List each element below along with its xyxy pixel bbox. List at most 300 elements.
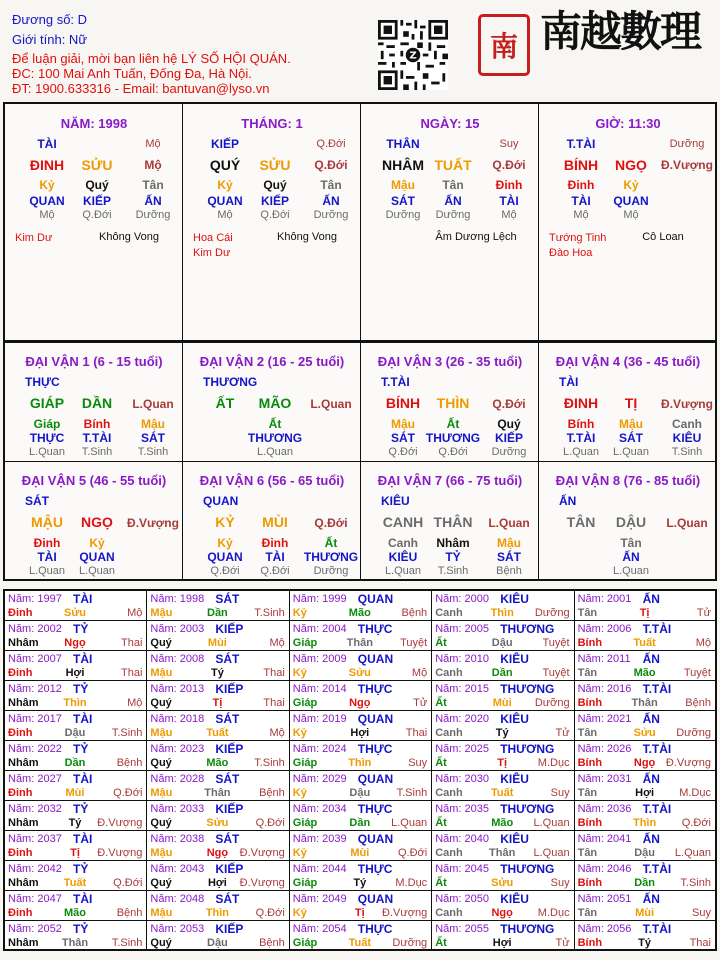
pillar-ten-god: T.TÀI	[566, 137, 596, 151]
hidden-ten-god: ẤN	[622, 550, 640, 564]
year-ten-god: TÀI	[73, 892, 93, 906]
year-ten-god: SÁT	[215, 652, 240, 666]
earthly-branch: SỬU	[81, 157, 113, 173]
year-cell	[147, 861, 289, 891]
pillar-branch-stage: Mộ	[144, 158, 162, 172]
year-label: Năm: 2009	[292, 653, 347, 665]
hidden-ten-god: KIẾP	[494, 431, 524, 445]
year-label: Năm: 2050	[435, 893, 489, 905]
year-stem: Đinh	[8, 847, 33, 859]
year-ten-god: QUAN	[357, 712, 394, 726]
year-branch: Thìn	[348, 757, 372, 769]
year-stem: Nhâm	[8, 757, 39, 769]
year-cell	[575, 681, 715, 711]
hidden-stem: Mậu	[391, 417, 415, 431]
year-stem: Quý	[150, 937, 172, 949]
hidden-ten-god: THƯƠNG	[247, 431, 303, 445]
year-stem: Nhâm	[8, 637, 39, 649]
dai-van-cell	[539, 462, 717, 579]
year-branch: Tị	[212, 697, 223, 709]
dai-van-title: ĐẠI VẬN 6 (56 - 65 tuổi)	[199, 473, 345, 488]
phone-email: ĐT: 1900.633316 - Email: bantuvan@lyso.vn	[12, 81, 270, 96]
year-label: Năm: 2015	[435, 683, 489, 695]
year-stage: Dưỡng	[534, 607, 570, 619]
year-stem: Mậu	[150, 667, 173, 679]
year-stage: T.Sinh	[254, 607, 285, 619]
hidden-stem: Mậu	[619, 417, 643, 431]
hidden-stage: Dưỡng	[435, 209, 471, 221]
year-label: Năm: 1997	[8, 593, 62, 605]
year-stage: Đ.Vượng	[665, 757, 711, 769]
hidden-stage: Q.Đới	[260, 209, 290, 221]
year-ten-god: QUAN	[357, 892, 394, 906]
hidden-stem: Kỷ	[39, 178, 55, 192]
pillar-cell	[361, 104, 539, 342]
red-seal-stamp: 南	[478, 14, 530, 76]
hidden-ten-god: TÀI	[499, 194, 519, 208]
hidden-stem: Mậu	[141, 417, 165, 431]
year-stage: Mộ	[695, 637, 711, 649]
hidden-stem: Ất	[446, 417, 460, 431]
year-stage: L.Quan	[533, 847, 570, 859]
year-label: Năm: 1998	[150, 593, 205, 605]
hidden-ten-god: TỶ	[445, 550, 461, 564]
year-label: Năm: 2041	[577, 833, 632, 845]
dai-van-cell	[183, 343, 361, 462]
year-stage: Đ.Vượng	[97, 817, 143, 829]
year-stage: Mộ	[127, 697, 143, 709]
year-cell	[5, 591, 147, 621]
year-stem: Quý	[150, 757, 172, 769]
hidden-stem: Mậu	[497, 536, 521, 550]
year-cell	[575, 651, 715, 681]
year-stage: Bệnh	[116, 757, 143, 769]
hidden-ten-god: KIÊU	[388, 550, 418, 564]
dai-van-ten-god: KIÊU	[381, 494, 410, 508]
dai-van-title: ĐẠI VẬN 4 (36 - 45 tuổi)	[555, 354, 701, 369]
pillar-branch-stage: Q.Đới	[492, 158, 526, 172]
year-label: Năm: 2054	[292, 923, 347, 935]
year-stage: T.Sinh	[111, 937, 143, 949]
chart-owner: Đương số: D	[12, 12, 88, 27]
hidden-ten-god: TÀI	[265, 550, 285, 564]
year-stage: Tuyệt	[400, 637, 428, 649]
hidden-stage: Mộ	[217, 209, 233, 221]
year-label: Năm: 2021	[577, 713, 632, 725]
year-stage: Tử	[696, 607, 711, 619]
year-label: Năm: 2007	[8, 653, 62, 665]
year-stem: Canh	[435, 607, 463, 619]
year-ten-god: KIẾP	[215, 622, 244, 636]
dai-van-branch-stage: Q.Đới	[492, 397, 526, 411]
hidden-stem: Đinh	[567, 178, 595, 192]
earthly-branch: NGỌ	[81, 514, 113, 530]
year-stage: Q.Đới	[113, 787, 143, 799]
year-stage: Đ.Vượng	[239, 877, 285, 889]
year-branch: Thân	[631, 697, 658, 709]
hidden-stage: Q.Đới	[82, 209, 112, 221]
year-stem: Ất	[435, 637, 447, 649]
year-cell	[290, 831, 432, 861]
year-cell	[290, 651, 432, 681]
year-branch: Thìn	[205, 907, 229, 919]
special-stars-left: Tướng Tinh Đào Hoa	[549, 232, 607, 259]
year-ten-god: SÁT	[215, 592, 240, 606]
dai-van-ten-god: TÀI	[559, 375, 579, 389]
year-stem: Đinh	[8, 607, 33, 619]
year-stem: Quý	[150, 817, 172, 829]
year-stem: Đinh	[8, 787, 33, 799]
year-stage: Mộ	[127, 607, 143, 619]
year-stem: Tân	[577, 727, 598, 739]
year-ten-god: QUAN	[357, 592, 394, 606]
year-branch: Thân	[489, 847, 516, 859]
year-label: Năm: 2016	[577, 683, 632, 695]
earthly-branch: DẬU	[615, 514, 647, 530]
year-cell	[147, 771, 289, 801]
pillar-ten-god: KIẾP	[210, 137, 240, 151]
year-cell	[575, 861, 715, 891]
year-label: Năm: 2024	[292, 743, 347, 755]
year-label: Năm: 2036	[577, 803, 632, 815]
year-cell	[575, 831, 715, 861]
hidden-stem: Tân	[320, 178, 342, 192]
year-label: Năm: 2032	[8, 803, 62, 815]
year-stem: Kỷ	[292, 907, 307, 919]
year-label: Năm: 2045	[435, 863, 489, 875]
hidden-stage: Q.Đới	[260, 565, 290, 577]
year-ten-god: SÁT	[215, 772, 240, 786]
year-branch: Ngọ	[491, 907, 513, 919]
year-branch: Thân	[204, 787, 231, 799]
year-branch: Tị	[70, 847, 80, 859]
heavenly-stem: NHÂM	[382, 157, 424, 173]
special-stars-left: Kim Dư	[15, 232, 53, 244]
year-label: Năm: 2029	[292, 773, 347, 785]
heavenly-stem: BÍNH	[563, 157, 599, 173]
dai-van-ten-god: THƯƠNG	[203, 375, 258, 389]
year-cell	[5, 801, 147, 831]
year-ten-god: ẤN	[642, 772, 660, 786]
year-label: Năm: 2030	[435, 773, 489, 785]
hidden-stage: T.Sinh	[137, 446, 169, 458]
hidden-ten-god: ẤN	[322, 194, 340, 208]
year-cell	[575, 801, 715, 831]
year-ten-god: TÀI	[73, 592, 93, 606]
gender: Giới tính: Nữ	[12, 32, 88, 47]
logo-text: 南越數理	[540, 7, 701, 56]
year-label: Năm: 2047	[8, 893, 62, 905]
year-branch: Ngọ	[206, 847, 229, 859]
year-stage: Mộ	[269, 727, 285, 739]
hidden-stage: Q.Đới	[438, 446, 468, 458]
hidden-stage: Dưỡng	[385, 209, 421, 221]
year-label: Năm: 2001	[577, 593, 632, 605]
pillar-stem-stage: Dưỡng	[669, 138, 705, 150]
year-cell	[432, 741, 574, 771]
year-stem: Kỷ	[292, 847, 307, 859]
hidden-ten-god: QUAN	[613, 194, 649, 208]
year-stem: Kỷ	[292, 727, 307, 739]
hidden-stem: Tân	[142, 178, 164, 192]
hidden-stem: Đinh	[495, 178, 523, 192]
hidden-stage: T.Sinh	[437, 565, 469, 577]
dai-van-title: ĐẠI VẬN 5 (46 - 55 tuổi)	[21, 473, 167, 488]
year-ten-god: KIÊU	[500, 652, 529, 666]
year-ten-god: ẤN	[642, 892, 660, 906]
year-stem: Đinh	[8, 727, 33, 739]
year-label: Năm: 2042	[8, 863, 62, 875]
hidden-stage: L.Quan	[384, 565, 422, 577]
year-ten-god: TÀI	[73, 652, 93, 666]
hidden-stage: L.Quan	[612, 446, 650, 458]
year-stage: M.Dục	[537, 907, 570, 919]
year-cell	[147, 921, 289, 949]
year-label: Năm: 2056	[577, 923, 632, 935]
year-label: Năm: 2048	[150, 893, 205, 905]
year-ten-god: T.TÀI	[642, 682, 672, 696]
hidden-stage: Mộ	[623, 209, 639, 221]
year-stage: Q.Đới	[255, 817, 285, 829]
year-cell	[575, 621, 715, 651]
hidden-ten-god: T.TÀI	[82, 431, 112, 445]
year-stage: Bệnh	[685, 697, 711, 709]
pillar-title: NGÀY: 15	[420, 116, 480, 131]
hidden-ten-god: QUAN	[207, 550, 243, 564]
hidden-stage: L.Quan	[78, 565, 116, 577]
year-label: Năm: 2020	[435, 713, 489, 725]
year-label: Năm: 2025	[435, 743, 489, 755]
year-ten-god: TỶ	[73, 622, 89, 636]
special-stars-right: Không Vong	[99, 231, 159, 243]
year-stem: Canh	[435, 847, 463, 859]
year-ten-god: THỰC	[357, 922, 393, 936]
year-stage: Q.Đới	[397, 847, 428, 859]
year-cell	[5, 771, 147, 801]
year-ten-god: TỶ	[73, 742, 89, 756]
hidden-stage: Q.Đới	[388, 446, 418, 458]
year-branch: Mão	[491, 817, 514, 829]
year-branch: Sửu	[348, 667, 371, 679]
earthly-branch: SỬU	[259, 157, 291, 173]
year-stage: Đ.Vượng	[97, 847, 143, 859]
year-stage: Tuyệt	[542, 667, 570, 679]
hidden-stem: Mậu	[391, 178, 415, 192]
year-stem: Quý	[150, 637, 172, 649]
year-stem: Quý	[150, 697, 172, 709]
year-branch: Thìn	[63, 697, 87, 709]
year-cell	[290, 591, 432, 621]
dai-van-ten-god: ẤN	[559, 494, 577, 508]
year-cell	[432, 921, 574, 949]
year-ten-god: TÀI	[73, 772, 93, 786]
year-stem: Ất	[435, 877, 447, 889]
year-branch: Tuất	[490, 787, 514, 799]
year-branch: Tuất	[206, 727, 229, 739]
heavenly-stem: TÂN	[566, 514, 596, 530]
year-cell	[147, 651, 289, 681]
year-branch: Dần	[491, 667, 513, 679]
year-cell	[5, 621, 147, 651]
year-cell	[432, 591, 574, 621]
year-label: Năm: 2008	[150, 653, 205, 665]
hidden-stem: Kỷ	[217, 178, 233, 192]
dai-van-grid	[3, 341, 717, 581]
year-stage: Mộ	[269, 637, 285, 649]
year-branch: Dậu	[349, 787, 371, 799]
year-branch: Tý	[68, 817, 82, 829]
year-stage: Thai	[405, 727, 428, 739]
year-stage: M.Dục	[537, 757, 570, 769]
year-stage: Thai	[263, 697, 285, 709]
pillar-cell	[183, 104, 361, 342]
year-label: Năm: 2038	[150, 833, 205, 845]
year-cell	[290, 681, 432, 711]
hidden-stem: Quý	[497, 417, 521, 431]
hidden-ten-god: THƯƠNG	[303, 550, 359, 564]
year-cell	[432, 771, 574, 801]
year-ten-god: KIẾP	[215, 742, 244, 756]
year-cell	[5, 921, 147, 949]
year-branch: Mùi	[492, 697, 512, 709]
hidden-stem: Ất	[268, 417, 282, 431]
year-branch: Dậu	[491, 637, 513, 649]
year-branch: Tý	[495, 727, 509, 739]
year-stem: Bính	[577, 637, 603, 649]
dai-van-branch-stage: Đ.Vượng	[661, 397, 713, 411]
year-cell	[147, 891, 289, 921]
dai-van-ten-god: THỰC	[25, 375, 60, 389]
hidden-stem: Canh	[672, 417, 702, 431]
year-stem: Nhâm	[8, 697, 39, 709]
hidden-ten-god: SÁT	[619, 431, 643, 445]
year-ten-god: THƯƠNG	[500, 742, 555, 756]
heavenly-stem: BÍNH	[385, 395, 421, 411]
year-stage: Suy	[408, 757, 428, 769]
year-stem: Đinh	[8, 907, 33, 919]
pillar-ten-god: TÀI	[37, 137, 57, 151]
year-label: Năm: 2055	[435, 923, 489, 935]
year-stage: T.Sinh	[111, 727, 143, 739]
year-cell	[5, 681, 147, 711]
year-stem: Giáp	[292, 817, 318, 829]
year-stem: Tân	[577, 607, 598, 619]
dai-van-branch-stage: L.Quan	[488, 516, 530, 530]
year-cell	[432, 681, 574, 711]
year-stage: M.Dục	[679, 787, 711, 799]
year-stem: Canh	[435, 907, 463, 919]
qr-code-icon[interactable]	[378, 20, 448, 90]
dai-van-ten-god: T.TÀI	[381, 375, 410, 389]
year-ten-god: THỰC	[357, 862, 393, 876]
year-stage: Q.Đới	[255, 907, 285, 919]
year-branch: Thìn	[490, 607, 514, 619]
year-stage: T.Sinh	[254, 757, 285, 769]
year-cell	[5, 711, 147, 741]
year-label: Năm: 2037	[8, 833, 62, 845]
year-ten-god: KIẾP	[215, 682, 244, 696]
year-stem: Mậu	[150, 847, 173, 859]
year-branch: Mùi	[207, 637, 227, 649]
year-stage: Bệnh	[116, 907, 143, 919]
earthly-branch: TUẤT	[434, 157, 472, 173]
year-ten-god: KIÊU	[500, 772, 529, 786]
hidden-stage: L.Quan	[256, 446, 294, 458]
heavenly-stem: GIÁP	[29, 395, 65, 411]
hidden-stage: Q.Đới	[210, 565, 240, 577]
year-label: Năm: 2012	[8, 683, 62, 695]
year-branch: Mão	[348, 607, 371, 619]
pillar-cell	[539, 104, 717, 342]
year-cell	[147, 621, 289, 651]
year-branch: Tị	[354, 907, 365, 919]
heavenly-stem: CANH	[382, 514, 424, 530]
address: ĐC: 100 Mai Anh Tuấn, Đống Đa, Hà Nội.	[12, 66, 252, 81]
hidden-stem: Kỷ	[623, 178, 639, 192]
year-label: Năm: 2028	[150, 773, 205, 785]
year-stage: Dưỡng	[676, 727, 711, 739]
dai-van-title: ĐẠI VẬN 1 (6 - 15 tuổi)	[25, 354, 163, 369]
year-ten-god: T.TÀI	[642, 862, 672, 876]
year-label: Năm: 2019	[292, 713, 347, 725]
year-label: Năm: 2005	[435, 623, 489, 635]
year-branch: Tuất	[63, 877, 87, 889]
heavenly-stem: KỶ	[215, 514, 235, 530]
year-ten-god: T.TÀI	[642, 622, 672, 636]
year-stage: Dưỡng	[534, 697, 570, 709]
hidden-ten-god: THỰC	[29, 431, 65, 445]
year-stage: Thai	[689, 937, 711, 949]
year-branch: Tý	[353, 877, 367, 889]
year-stem: Bính	[577, 757, 603, 769]
year-cell	[147, 681, 289, 711]
year-stage: Q.Đới	[113, 877, 143, 889]
year-branch: Mùi	[65, 787, 85, 799]
year-label: Năm: 2051	[577, 893, 632, 905]
year-stage: L.Quan	[674, 847, 711, 859]
year-branch: Thân	[61, 937, 89, 949]
year-branch: Tý	[638, 937, 652, 949]
year-cell	[575, 921, 715, 949]
hidden-ten-god: KIẾP	[260, 194, 290, 208]
year-ten-god: ẤN	[642, 592, 660, 606]
hidden-stem: Quý	[85, 178, 109, 192]
dai-van-title: ĐẠI VẬN 7 (66 - 75 tuổi)	[377, 473, 523, 488]
hidden-stage: Mộ	[501, 209, 517, 221]
heavenly-stem: MẬU	[31, 514, 63, 530]
year-stem: Quý	[150, 877, 172, 889]
year-stem: Bính	[577, 817, 603, 829]
year-stage: L.Quan	[533, 817, 570, 829]
year-ten-god: THƯƠNG	[500, 622, 555, 636]
year-cell	[5, 891, 147, 921]
dai-van-cell	[361, 343, 539, 462]
year-ten-god: TỶ	[73, 802, 89, 816]
year-branch: Dần	[634, 877, 655, 889]
hidden-ten-god: SÁT	[141, 431, 165, 445]
special-stars-right: Cô Loan	[642, 231, 684, 243]
year-ten-god: T.TÀI	[642, 922, 672, 936]
year-stem: Kỷ	[292, 607, 307, 619]
year-branch: Sửu	[63, 607, 87, 619]
year-cell	[432, 621, 574, 651]
year-cell	[147, 801, 289, 831]
year-stage: T.Sinh	[680, 877, 711, 889]
hidden-stem: Bính	[83, 417, 111, 431]
dai-van-branch-stage: L.Quan	[310, 397, 352, 411]
earthly-branch: THÂN	[433, 514, 473, 530]
hidden-stem: Canh	[388, 536, 418, 550]
